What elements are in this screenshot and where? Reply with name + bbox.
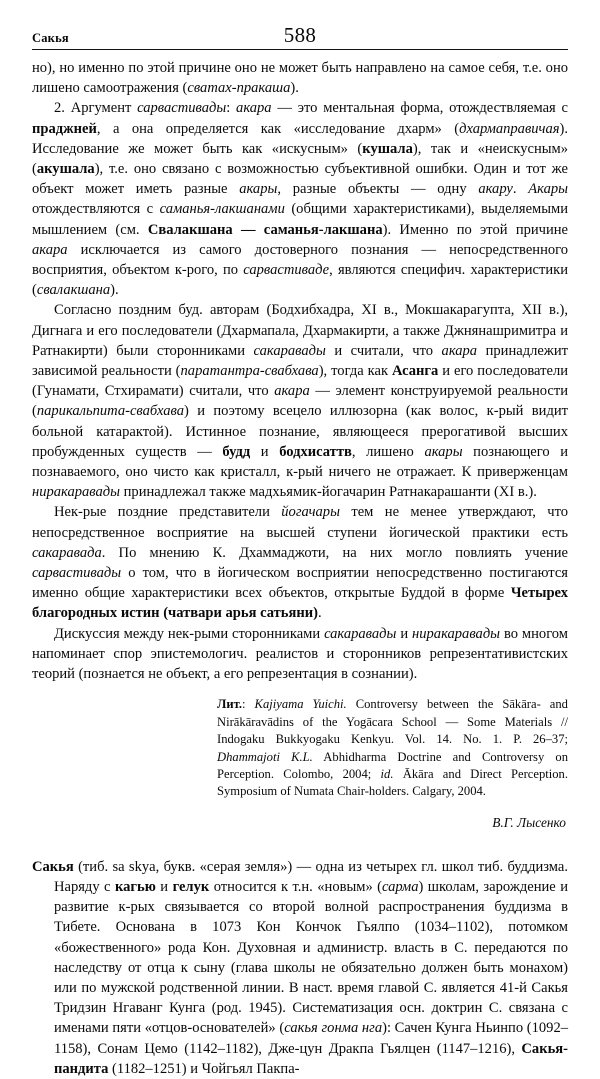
author-signature: В.Г. Лысенко xyxy=(492,814,566,830)
text-column xyxy=(32,58,568,1079)
paragraph-yogacara: Нек-рые поздние представители йогачары тем не менее утверждают, что непосредственное восприятие на высшей ступени йогической практики есть сакаравада. По мнению К. Дхаммаджоти, на них могло повлиять учение сарвастивады о том, что в йогическом восприятии непосредственно постигаются именно общие характеристики всех объектов, открытые Буддой в форме Четырех благородных истин (чатвари арья сатьяни). xyxy=(32,504,569,622)
page-number: 588 xyxy=(283,23,317,47)
running-head xyxy=(32,22,568,47)
literature-text: Лит.: Kajiyama Yuichi. Controversy between the Sākāra- and Nirākāravādins of the Yogācara School — Some Materials // Indogaku Bukkyogaku Kenkyu. Vol. 14. No. 1. P. 26–37; Dhammajoti K.L. Abhidharma Doctrine and Controversy on Perception. Colombo, 2004; id. Ākāra and Direct Perception. Symposium of Numata Chair-holders. Calgary, 2004. xyxy=(217,697,569,799)
paragraph-sakya: Сакья (тиб. sa skya, букв. «серая земля») — одна из четырех гл. школ тиб. буддизма. Наряду с кагью и гелук относится к т.н. «новым» (сарма) школам, зарождение и развитие к-рых связывается со второй волной распространения буддизма в Тибете. Основана в 1073 Кон Кончок Гьялпо (1034–1102), потомком «божественного» рода Кон. Духовная и администр. власть в С. передаются по наследству от отца к сыну (глава школы не обязательно должен быть монахом) или по мужской родственной линии. В наст. время главой С. является 41-й Сакья Тридзин Нгаванг Кунга (род. 1945). Систематизация осн. доктрин С. связана с именами пяти «отцов-основателей» (сакья гонма нга): Сачен Кунга Ньинпо (1092–1158), Сонам Цемо (1142–1182), Дже-цун Дракпа Гьялцен (1147–1216), Сакья-пандита (1182–1251) и Чойгьял Пакпа- xyxy=(32,858,569,1077)
running-head-title: Сакья xyxy=(32,30,69,45)
paragraph-discussion: Дискуссия между нек-рыми сторонниками сакаравады и ниракаравады во многом напоминает спор эпистемологич. реалистов и сторонников репрезентативистских теорий (познается не объект, а его репрезентация в сознании). xyxy=(32,625,568,683)
entry-sakya xyxy=(32,857,568,1079)
literature-block xyxy=(217,696,568,800)
paragraph-continued: но), но именно по этой причине оно не может быть направлено на самое себя, т.е. оно лишено самоотражения (сватах-пракаша). xyxy=(32,60,568,97)
header-rule xyxy=(32,49,568,50)
paragraph-argument-2: 2. Аргумент сарвастивады: акара — это ментальная форма, отождествляемая с праджней, а она определяется как «исследование дхарм» (дхармаправичая). Исследование же может быть как «искусным» (кушала), так и «неискусным» (акушала), т.е. оно связано с возможностью субъективной ошибки. Один и тот же объект может иметь разные акары, разные объекты — одну акару. Акары отождествляются с саманья-лакшанами (общими характеристиками), выделяемыми мышлением (см. Свалакшана — саманья-лакшана). Именно по этой причине акара исключается из самого достоверного познания — непосредственного восприятия, объектом к-рого, по сарвастиваде, являются специфич. характеристики (свалакшана). xyxy=(32,100,569,299)
paragraph-late-authors: Согласно поздним буд. авторам (Бодхибхадра, XI в., Мокшакарагупта, XII в.), Дигнага и его последователи (Дхармапала, Дхармакирти, а также Джнянашримитра и Ратнакирти) были сторонниками сакаравады и считали, что акара принадлежит зависимой реальности (паратантра-свабхава), тогда как Асанга и его последователи (Гунамати, Стхирамати) считали, что акара — элемент конструируемой реальности (парикальпита-свабхава) и поэтому всецело иллюзорна (как волос, к-рый видит больной катарактой). Истинное познание, являющееся прерогативой высших пробужденных существ — будд и бодхисаттв, лишено акары познающего и познаваемого, оно чисто как кристалл, к-рый ничего не отражает. К приверженцам ниракаравады принадлежал также мадхьямик-йогачарин Ратнакарашанти (XI в.). xyxy=(32,302,569,501)
